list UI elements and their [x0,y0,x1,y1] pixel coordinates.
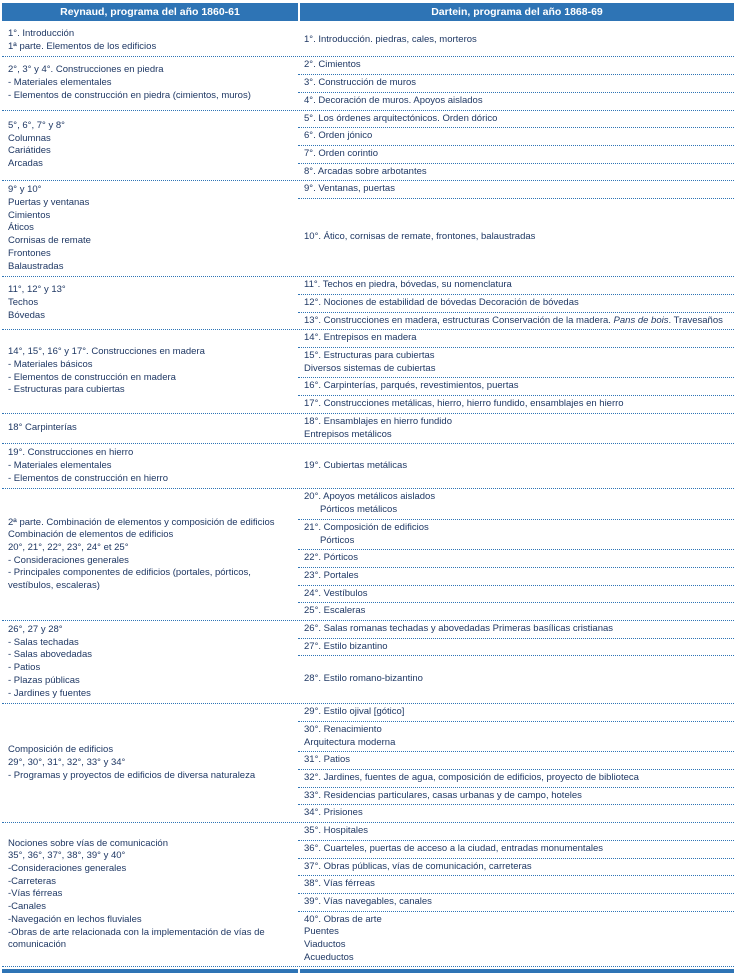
text-line: Composición de edificios [8,744,114,756]
header-reynaud: Reynaud, programa del año 1860-61 [2,3,298,21]
text-line: 20°. Apoyos metálicos aislados [304,491,436,503]
table-row [298,164,734,181]
text-line: 11°. Techos en piedra, bóvedas, su nomenclatura [304,279,512,291]
reynaud-cell [2,57,298,109]
text-line: 30°. Renacimiento [304,723,382,735]
text-line: Viaductos [304,939,346,951]
reynaud-cell [2,277,298,329]
text-line: Puentes [304,926,339,938]
text-line: Nociones sobre vías de comunicación [8,837,169,849]
table-row [298,295,734,313]
table-row [298,621,734,639]
header-dartein: Dartein, programa del año 1868-69 [300,3,734,21]
table-group-row [2,823,734,967]
dartein-cell [298,277,734,329]
text-line: Frontones [8,247,51,259]
text-line: Acueductos [304,951,354,963]
reynaud-cell [2,181,298,276]
text-line: - Materiales elementales [8,459,112,471]
text-line: -Consideraciones generales [8,863,127,875]
text-line: 8°. Arcadas sobre arbotantes [304,165,427,177]
text-segment: 13°. Construcciones en madera, estructuras Conservación de la madera. [304,314,614,326]
reynaud-cell [2,823,298,966]
text-line: - Estructuras para cubiertas [8,384,125,396]
reynaud-cell [2,330,298,413]
text-line [304,315,728,328]
text-line: 22°. Pórticos [304,552,358,564]
dartein-cell [298,823,734,966]
table-group-row [2,111,734,182]
table-row [298,313,734,330]
text-line: 28°. Estilo romano-bizantino [304,673,423,685]
table-group-row [2,57,734,110]
table-group-row [2,621,734,704]
text-line: 2°. Cimientos [304,59,361,71]
text-line: 10°. Ático, cornisas de remate, frontones, balaustradas [304,231,536,243]
text-line: 16°. Carpinterías, parqués, revestimientos, puertas [304,380,519,392]
dartein-cell [298,57,734,109]
table-row [298,146,734,164]
table-row [298,859,734,877]
text-line: 1°. Introducción. piedras, cales, morteros [304,34,477,46]
text-line: 26°, 27 y 28° [8,624,63,636]
dartein-cell [298,181,734,276]
text-line: - Salas techadas [8,636,79,648]
table-row [298,823,734,841]
table-row [298,444,734,488]
text-line: 23°. Portales [304,569,359,581]
text-line: 29°, 30°, 31°, 32°, 33° y 34° [8,756,126,768]
table-row [298,396,734,413]
table-row [298,277,734,295]
text-line: 1ª parte. Elementos de los edificios [8,40,157,52]
text-line: Pórticos [320,534,355,546]
dartein-cell [298,111,734,181]
text-line: Arcadas [8,158,43,170]
dartein-cell [298,330,734,413]
text-line: - Elementos de construcción en piedra (cimientos, muros) [8,89,251,101]
text-line: 14°. Entrepisos en madera [304,332,417,344]
text-line: 36°. Cuarteles, puertas de acceso a la ciudad, entradas monumentales [304,842,604,854]
table-row [298,128,734,146]
text-line: 29°. Estilo ojival [gótico] [304,706,405,718]
text-line: 6°. Orden jónico [304,130,373,142]
table-row [298,378,734,396]
table-row [298,656,734,703]
text-line: 7°. Orden corintio [304,147,379,159]
text-line: 15°. Estructuras para cubiertas [304,350,435,362]
text-line: 39°. Vías navegables, canales [304,895,432,907]
dartein-cell [298,414,734,443]
table-group-row [2,25,734,57]
text-line: -Canales [8,901,47,913]
text-line: 25°. Escaleras [304,605,366,617]
reynaud-cell [2,111,298,181]
dartein-cell [298,621,734,703]
table-header [2,3,734,21]
text-line: 35°, 36°, 37°, 38°, 39° y 40° [8,850,126,862]
dartein-cell [298,444,734,488]
reynaud-cell [2,621,298,703]
italic-text-segment: Pans de bois [613,314,669,326]
text-line: - Consideraciones generales [8,554,129,566]
table-row [298,199,734,276]
table-row [298,520,734,550]
table-row [298,805,734,822]
text-line: 12°. Nociones de estabilidad de bóvedas Decoración de bóvedas [304,296,579,308]
text-line: Techos [8,296,39,308]
text-line: Balaustradas [8,260,64,272]
text-line: -Navegación en lechos fluviales [8,913,142,925]
text-line: - Materiales elementales [8,77,112,89]
text-line: 5°. Los órdenes arquitectónicos. Orden dórico [304,112,498,124]
text-line: 26°. Salas romanas techadas y abovedadas Primeras basílicas cristianas [304,623,614,635]
text-line: Columnas [8,132,51,144]
table-row [298,75,734,93]
text-line: Diversos sistemas de cubiertas [304,362,436,374]
table-row [298,25,734,56]
text-line: Puertas y ventanas [8,197,90,209]
table-row [298,586,734,604]
text-line: - Principales componentes de edificios (portales, pórticos, vestíbulos, escaleras) [8,567,251,592]
text-line: - Programas y proyectos de edificios de diversa naturaleza [8,769,256,781]
text-line: 33°. Residencias particulares, casas urbanas y de campo, hoteles [304,789,582,801]
text-line: - Salas abovedadas [8,649,92,661]
table-body [2,25,734,967]
text-line: Cariátides [8,145,51,157]
table-row [298,876,734,894]
table-row [298,330,734,348]
text-line: Combinación de elementos de edificios [8,529,174,541]
text-segment: . Travesaños [668,314,723,326]
text-line: 19°. Cubiertas metálicas [304,459,408,471]
text-line: - Elementos de construcción en madera [8,371,176,383]
table-row [298,770,734,788]
table-row [298,550,734,568]
table-row [298,704,734,722]
text-line: - Elementos de construcción en hierro [8,472,168,484]
text-line: 27°. Estilo bizantino [304,640,388,652]
table-row [298,912,734,967]
text-line: 38°. Vías férreas [304,878,375,890]
reynaud-cell [2,25,298,56]
footer-bar-right [300,969,734,973]
text-line: 2°, 3° y 4°. Construcciones en piedra [8,64,164,76]
table-row [298,93,734,110]
text-line: 37°. Obras públicas, vías de comunicación, carreteras [304,860,532,872]
text-line: - Patios [8,662,41,674]
table-row [298,752,734,770]
text-line: 9° y 10° [8,184,42,196]
text-line: -Vías férreas [8,888,63,900]
table-group-row [2,444,734,489]
text-line: Cornisas de remate [8,235,91,247]
text-line: 5°, 6°, 7° y 8° [8,120,65,132]
reynaud-cell [2,444,298,488]
table-group-row [2,414,734,444]
footer-bar-left [2,969,298,973]
text-line: Cimientos [8,209,51,221]
dartein-cell [298,704,734,822]
table-row [298,568,734,586]
text-line: 32°. Jardines, fuentes de agua, composición de edificios, proyecto de biblioteca [304,772,639,784]
dartein-cell [298,489,734,620]
text-line: 9°. Ventanas, puertas [304,183,395,195]
text-line: 31°. Patios [304,754,351,766]
table-group-row [2,489,734,621]
table-row [298,489,734,519]
table-row [298,639,734,657]
table-row [298,603,734,620]
text-line: 34°. Prisiones [304,807,363,819]
table-group-row [2,704,734,823]
table-row [298,181,734,199]
text-line: 35°. Hospitales [304,825,368,837]
text-line: Áticos [8,222,34,234]
text-line: 18° Carpinterías [8,422,77,434]
text-line: Bóvedas [8,309,45,321]
table-group-row [2,330,734,414]
text-line: 4°. Decoración de muros. Apoyos aislados [304,94,483,106]
text-line: 20°, 21°, 22°, 23°, 24° et 25° [8,542,129,553]
text-line: - Plazas públicas [8,674,80,686]
text-line: Entrepisos metálicos [304,428,392,440]
text-line: 21°. Composición de edificios [304,521,429,533]
table-row [298,894,734,912]
text-line: - Materiales básicos [8,358,93,370]
text-line: 14°, 15°, 16° y 17°. Construcciones en madera [8,346,205,358]
table-row [298,841,734,859]
text-line: 11°, 12° y 13° [8,284,66,296]
text-line: 17°. Construcciones metálicas, hierro, hierro fundido, ensamblajes en hierro [304,398,624,410]
text-line: -Carreteras [8,875,57,887]
reynaud-cell [2,704,298,822]
table-row [298,348,734,378]
text-line: Arquitectura moderna [304,736,396,748]
text-line: 19°. Construcciones en hierro [8,447,134,459]
table-row [298,788,734,806]
text-line: 18°. Ensamblajes en hierro fundido [304,415,452,427]
text-line: 3°. Construcción de muros [304,77,417,89]
table-group-row [2,277,734,330]
text-line: 2ª parte. Combinación de elementos y composición de edificios [8,516,275,528]
text-line: 1°. Introducción [8,28,75,39]
text-line: - Jardines y fuentes [8,687,91,699]
table-row [298,111,734,129]
table-footer [2,969,734,973]
table-row [298,57,734,75]
text-line: 40°. Obras de arte [304,913,382,925]
text-line: 24°. Vestíbulos [304,587,368,599]
table-row [298,414,734,443]
text-line: -Obras de arte relacionada con la implementación de vías de comunicación [8,926,265,951]
text-line: Pórticos metálicos [320,504,398,516]
reynaud-cell [2,414,298,443]
table-row [298,722,734,752]
reynaud-cell [2,489,298,620]
dartein-cell [298,25,734,56]
table-group-row [2,181,734,277]
